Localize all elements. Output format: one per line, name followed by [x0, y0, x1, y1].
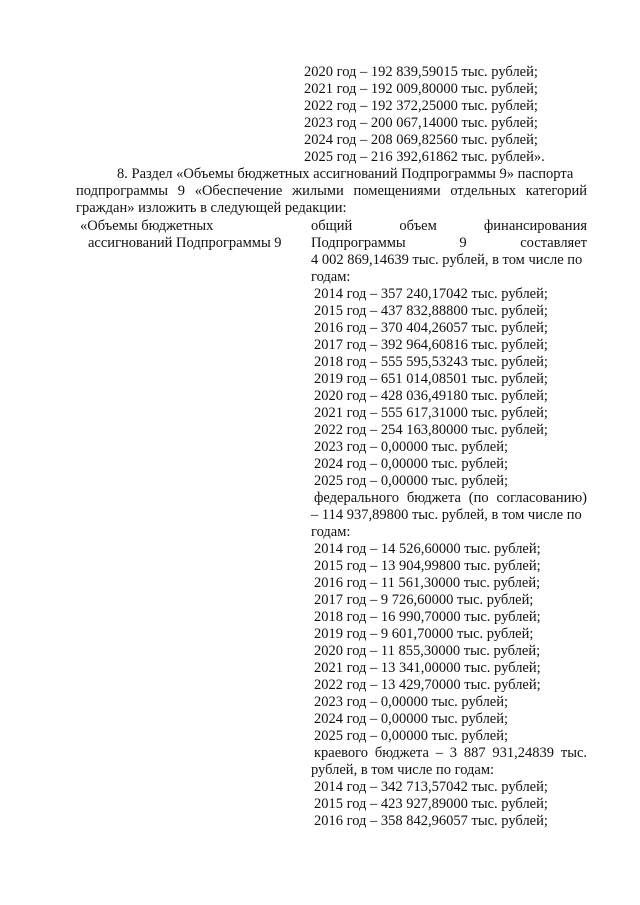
total-year-line: 2016 год – 370 404,26057 тыс. рублей;	[314, 320, 548, 336]
total-year-line: 2018 год – 555 595,53243 тыс. рублей;	[314, 354, 548, 370]
total-line-3: 4 002 869,14639 тыс. рублей, в том числе по	[311, 252, 583, 268]
federal-line-1: федерального бюджета (по согласованию)	[314, 490, 587, 506]
federal-year-line: 2018 год – 16 990,70000 тыс. рублей;	[314, 609, 541, 625]
total-line-2: Подпрограммы 9 составляет	[311, 235, 587, 251]
federal-year-line: 2014 год – 14 526,60000 тыс. рублей;	[314, 541, 541, 557]
regional-line-2: рублей, в том числе по годам:	[311, 762, 495, 778]
total-year-line: 2024 год – 0,00000 тыс. рублей;	[314, 456, 509, 472]
total-line-1: общий объем финансирования	[311, 218, 587, 234]
paragraph-8-line-3: граждан» изложить в следующей редакции:	[76, 200, 347, 216]
federal-year-line: 2015 год – 13 904,99800 тыс. рублей;	[314, 558, 541, 574]
total-year-line: 2022 год – 254 163,80000 тыс. рублей;	[314, 422, 548, 438]
top-year-line: 2022 год – 192 372,25000 тыс. рублей;	[304, 98, 538, 114]
top-year-line: 2024 год – 208 069,82560 тыс. рублей;	[304, 132, 538, 148]
federal-year-line: 2017 год – 9 726,60000 тыс. рублей;	[314, 592, 534, 608]
regional-line-1: краевого бюджета – 3 887 931,24839 тыс.	[314, 745, 587, 761]
total-year-line: 2019 год – 651 014,08501 тыс. рублей;	[314, 371, 548, 387]
top-year-line: 2025 год – 216 392,61862 тыс. рублей».	[304, 149, 545, 165]
federal-year-line: 2021 год – 13 341,00000 тыс. рублей;	[314, 660, 541, 676]
top-year-line: 2021 год – 192 009,80000 тыс. рублей;	[304, 81, 538, 97]
top-year-list	[304, 64, 545, 166]
federal-year-line: 2022 год – 13 429,70000 тыс. рублей;	[314, 677, 541, 693]
federal-line-3: годам:	[311, 524, 351, 540]
paragraph-8-line-2: подпрограммы 9 «Обеспечение жилыми помещениями отдельных категорий	[76, 183, 587, 199]
regional-year-line: 2014 год – 342 713,57042 тыс. рублей;	[314, 779, 548, 795]
paragraph-8-line-1: 8. Раздел «Объемы бюджетных ассигнований Подпрограммы 9» паспорта	[117, 166, 574, 182]
total-year-line: 2021 год – 555 617,31000 тыс. рублей;	[314, 405, 548, 421]
left-cell-line-1: «Объемы бюджетных	[80, 218, 214, 234]
regional-year-line: 2016 год – 358 842,96057 тыс. рублей;	[314, 813, 548, 829]
federal-year-line: 2020 год – 11 855,30000 тыс. рублей;	[314, 643, 541, 659]
total-year-line: 2015 год – 437 832,88800 тыс. рублей;	[314, 303, 548, 319]
federal-year-line: 2025 год – 0,00000 тыс. рублей;	[314, 728, 509, 744]
total-year-line: 2023 год – 0,00000 тыс. рублей;	[314, 439, 509, 455]
total-year-line: 2020 год – 428 036,49180 тыс. рублей;	[314, 388, 548, 404]
left-cell-line-2: ассигнований Подпрограммы 9	[88, 235, 282, 251]
total-year-line: 2017 год – 392 964,60816 тыс. рублей;	[314, 337, 548, 353]
total-line-4: годам:	[311, 269, 351, 285]
federal-year-line: 2024 год – 0,00000 тыс. рублей;	[314, 711, 509, 727]
top-year-line: 2020 год – 192 839,59015 тыс. рублей;	[304, 64, 538, 80]
regional-year-line: 2015 год – 423 927,89000 тыс. рублей;	[314, 796, 548, 812]
top-year-line: 2023 год – 200 067,14000 тыс. рублей;	[304, 115, 538, 131]
federal-year-line: 2023 год – 0,00000 тыс. рублей;	[314, 694, 509, 710]
federal-line-2: – 114 937,89800 тыс. рублей, в том числе по	[311, 507, 582, 523]
federal-year-line: 2016 год – 11 561,30000 тыс. рублей;	[314, 575, 541, 591]
total-year-line: 2025 год – 0,00000 тыс. рублей;	[314, 473, 509, 489]
federal-year-line: 2019 год – 9 601,70000 тыс. рублей;	[314, 626, 534, 642]
right-cell	[311, 218, 587, 830]
total-year-line: 2014 год – 357 240,17042 тыс. рублей;	[314, 286, 548, 302]
